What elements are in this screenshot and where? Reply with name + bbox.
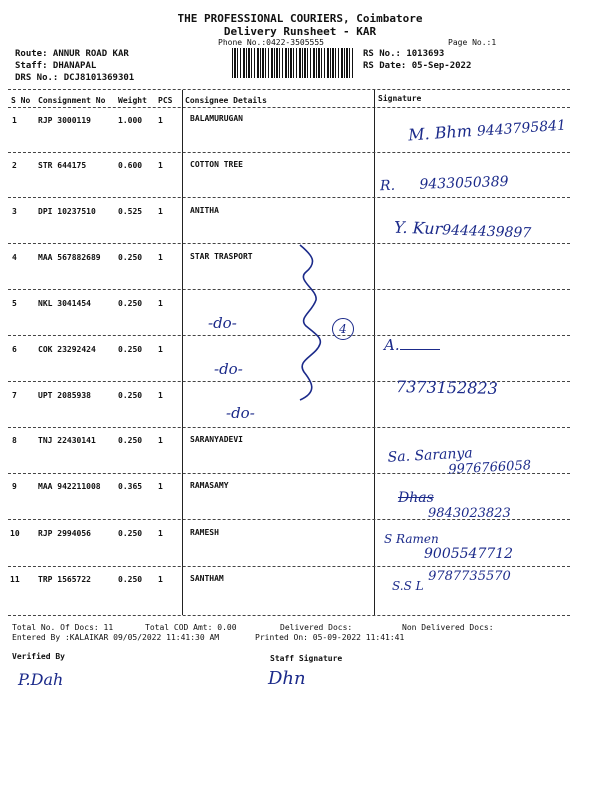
ditto-mark-5: -do- [208,314,237,332]
row-consignment: RJP 3000119 [38,116,91,125]
signature-phone: 7373152823 [395,377,498,398]
row-weight: 0.365 [118,482,143,491]
drs-number: DRS No.: DCJ8101369301 [15,73,135,83]
row-sno: 10 [10,529,20,538]
row-consignment: STR 644175 [38,161,87,170]
company-name: THE PROFESSIONAL COURIERS, Coimbatore [177,12,423,25]
row-weight: 0.250 [118,529,143,538]
col-consignment: Consignment No [38,96,106,105]
signature-name: M. Bhm [407,121,473,145]
row-consignment: DPI 10237510 [38,207,96,216]
circled-count: 4 [332,318,354,340]
verified-signature: P.Dah [18,670,64,689]
signature-phone: 9005547712 [424,546,514,562]
row-sno: 2 [12,161,17,170]
signature-name: S Ramen [384,532,439,546]
verified-by-label: Verified By [12,652,65,661]
signature-name: R. [379,177,396,195]
row-pcs: 1 [158,436,163,445]
signature-phone: 9444439897 [441,222,532,242]
row-pcs: 1 [158,116,163,125]
row-consignment: TNJ 22430141 [38,436,96,445]
delivered-docs: Delivered Docs: [280,623,353,632]
document-title: Delivery Runsheet - KAR [223,25,377,38]
rs-number: RS No.: 1013693 [363,49,445,59]
row-consignment: MAA 942211008 [38,482,101,491]
signature-name: Dhas [398,490,434,506]
ditto-mark-6: -do- [214,360,243,378]
signature-phone: 9433050389 [419,173,509,193]
ditto-mark-7: -do- [226,404,255,422]
row-sno: 8 [12,436,17,445]
row-weight: 0.250 [118,575,143,584]
row-consignment: TRP 1565722 [38,575,91,584]
signature-phone: 9443795841 [476,117,567,140]
row-consignee: RAMASAMY [190,481,229,490]
rs-date: RS Date: 05-Sep-2022 [363,61,472,71]
col-signature: Signature [378,94,422,103]
staff: Staff: DHANAPAL [15,61,97,71]
row-weight: 0.525 [118,207,143,216]
row-consignee: COTTON TREE [190,160,243,169]
non-delivered-docs: Non Delivered Docs: [402,623,494,632]
page-number: Page No.:1 [448,38,497,47]
total-cod: Total COD Amt: 0.00 [145,623,237,632]
row-sno: 6 [12,345,17,354]
row-consignee: RAMESH [190,528,219,537]
row-pcs: 1 [158,161,163,170]
row-pcs: 1 [158,482,163,491]
row-consignee: SARANYADEVI [190,435,243,444]
route: Route: ANNUR ROAD KAR [15,49,129,59]
col-pcs: PCS [158,96,173,105]
row-pcs: 1 [158,253,163,262]
row-pcs: 1 [158,299,163,308]
entered-by: Entered By :KALAIKAR 09/05/2022 11:41:30 AM [12,633,220,642]
row-weight: 0.250 [118,253,143,262]
row-weight: 0.250 [118,436,143,445]
row-weight: 0.600 [118,161,143,170]
row-weight: 0.250 [118,299,143,308]
staff-signature: Dhn [268,668,306,689]
row-consignee: STAR TRASPORT [190,252,253,261]
col-consignee: Consignee Details [185,96,267,105]
row-consignee: SANTHAM [190,574,224,583]
row-pcs: 1 [158,529,163,538]
signature-name: Sa. Saranya [387,445,474,466]
row-pcs: 1 [158,345,163,354]
row-consignment: MAA 567882689 [38,253,101,262]
row-weight: 0.250 [118,391,143,400]
col-weight: Weight [118,96,147,105]
signature-name: A. [384,336,400,354]
signature-name: S.S L [392,579,424,593]
row-consignee: BALAMURUGAN [190,114,243,123]
staff-signature-label: Staff Signature [270,654,343,663]
row-consignee: ANITHA [190,206,219,215]
col-sno: S No [11,96,31,105]
row-pcs: 1 [158,207,163,216]
row-sno: 5 [12,299,17,308]
row-pcs: 1 [158,575,163,584]
total-docs: Total No. Of Docs: 11 [12,623,114,632]
printed-on: Printed On: 05-09-2022 11:41:41 [255,633,405,642]
signature-phone: 9843023823 [428,506,511,521]
row-sno: 1 [12,116,17,125]
row-sno: 3 [12,207,17,216]
signature-phone: 9787735570 [428,569,511,584]
company-phone: Phone No.:0422-3505555 [218,38,324,47]
signature-phone: 9976766058 [448,458,532,478]
row-pcs: 1 [158,391,163,400]
row-weight: 0.250 [118,345,143,354]
row-consignment: COK 23292424 [38,345,96,354]
row-sno: 4 [12,253,17,262]
row-sno: 11 [10,575,20,584]
signature-name: Y. Kur [393,217,443,239]
row-consignment: UPT 2085938 [38,391,91,400]
row-sno: 9 [12,482,17,491]
row-consignment: NKL 3041454 [38,299,91,308]
row-consignment: RJP 2994056 [38,529,91,538]
row-sno: 7 [12,391,17,400]
row-weight: 1.000 [118,116,143,125]
